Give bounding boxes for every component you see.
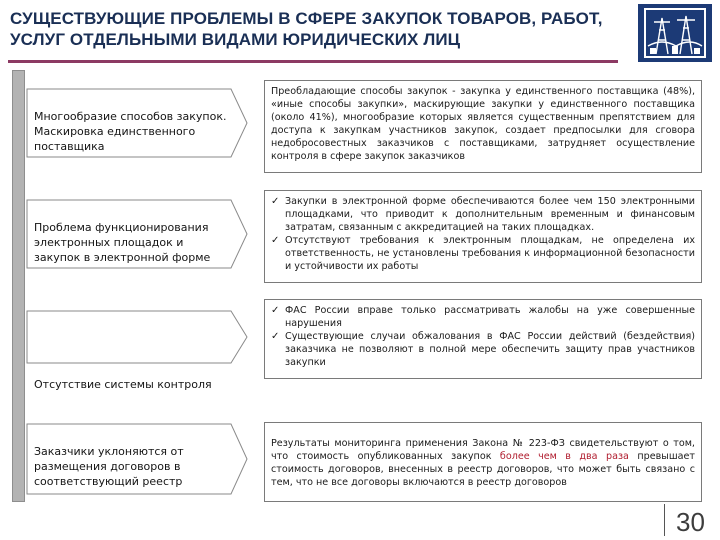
page-title [10, 8, 610, 50]
description-list-2 [271, 195, 695, 273]
arrow-shape [26, 310, 248, 364]
problem-label-3: Отсутствие системы контроля [34, 378, 212, 391]
description-list-3 [271, 304, 695, 369]
list-item: ✓ Существующие случаи обжалования в ФАС России действий (бездействия) заказчика не позволяют в полной мере обеспечить защиту прав участников закупки [271, 331, 695, 368]
page-number-divider [664, 504, 665, 536]
checkmark-icon: ✓ [271, 305, 280, 316]
problem-box-2 [26, 199, 248, 269]
list-item: ✓ ФАС России вправе только рассматривать жалобы на уже совершенные нарушения [271, 305, 695, 329]
left-sidebar-bar [12, 70, 25, 502]
problem-label-2: Проблема функционирования электронных площадок и закупок в электронной форме [34, 221, 211, 264]
description-text-1: Преобладающие способы закупок - закупка у единственного поставщика (48%), «иные способы закупки», маскирующие закупки у единственного поставщика (около 41%), многообразие которых является существенным препятствием для доступа к закупкам участников закупок, создает предпосылки для сговора недобросовестных заказчиков с поставщиками, затрудняет осуществление контроля в сфере закупок заказчиков [271, 86, 695, 162]
problem-box-4 [26, 423, 248, 493]
title-underline [8, 60, 618, 63]
problem-label-4: Заказчики уклоняются от размещения договоров в соответствующий реестр [34, 445, 184, 488]
checkmark-icon: ✓ [271, 331, 280, 342]
problem-box-1 [26, 88, 248, 158]
logo [638, 4, 712, 62]
description-text-4: Результаты мониторинга применения Закона № 223-ФЗ свидетельствуют о том, что стоимость опубликованных закупок более чем в два раза превышает стоимость договоров, внесенных в реестр договоров, что может быть связано с тем, что не все договоры включаются в реестр договоров [271, 438, 696, 488]
title-line-2: УСЛУГ ОТДЕЛЬНЫМИ ВИДАМИ ЮРИДИЧЕСКИХ ЛИЦ [10, 30, 461, 49]
checkmark-icon: ✓ [271, 196, 280, 207]
logo-frame [644, 8, 706, 58]
description-box-1 [264, 80, 702, 173]
list-item: ✓ Отсутствуют требования к электронным площадкам, не определена их ответственность, не установлены требования к информационной безопасности и устойчивости их работы [271, 235, 695, 272]
power-tower-icon [646, 10, 704, 56]
checkmark-icon: ✓ [271, 235, 280, 246]
title-line-1: СУЩЕСТВУЮЩИЕ ПРОБЛЕМЫ В СФЕРЕ ЗАКУПОК ТОВАРОВ, РАБОТ, [10, 9, 603, 28]
description-box-4 [264, 422, 702, 502]
description-box-3 [264, 299, 702, 379]
problem-box-3 [26, 310, 248, 391]
page-number: 30 [676, 507, 705, 537]
list-item: ✓ Закупки в электронной форме обеспечиваются более чем 150 электронными площадками, что приводит к дополнительным временным и финансовым затратам, связанным с аккредитацией на таких площадках. [271, 196, 695, 233]
description-box-2 [264, 190, 702, 283]
highlighted-text: более чем в два раза [499, 451, 629, 462]
problem-label-1: Многообразие способов закупок. Маскировка единственного поставщика [34, 110, 227, 153]
